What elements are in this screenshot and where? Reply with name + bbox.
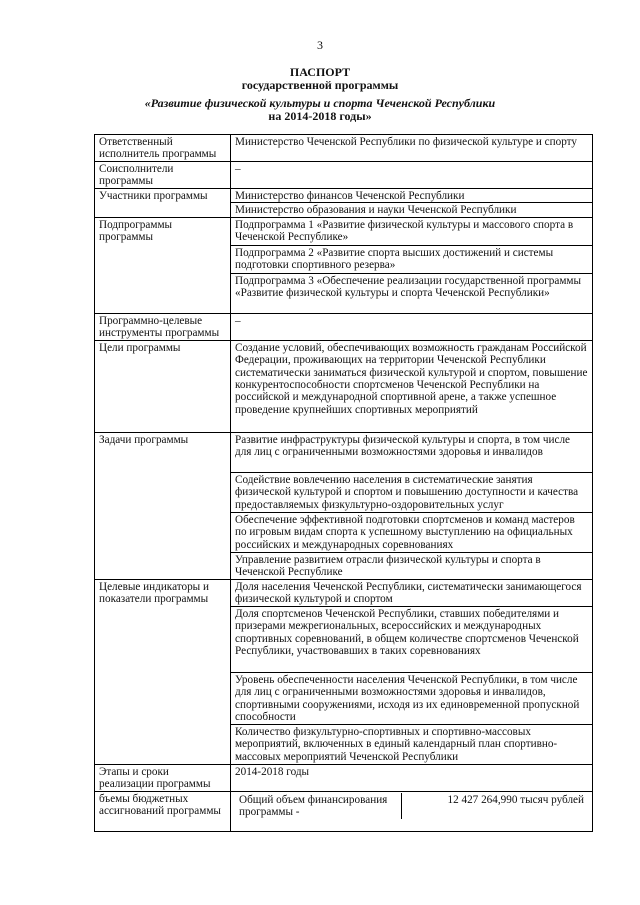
row-label: Ответственный исполнитель программы: [95, 135, 231, 162]
row-value: Уровень обеспеченности населения Чеченской Республики, в том числе для лиц с ограниченными возможностями здоровья и инвалидов, спортивными сооружениями, исходя из их единовременной пропускной способности: [231, 672, 593, 724]
row-value: Доля населения Чеченской Республики, систематически занимающегося физической культурой и спортом: [231, 579, 593, 606]
row-value: Министерство Чеченской Республики по физической культуре и спорту: [231, 135, 593, 162]
row-value: Содействие вовлечению населения в систематические занятия физической культурой и спортом и повышению доступности и качества предоставляемых физкультурно-оздоровительных услуг: [231, 472, 593, 512]
row-value: Управление развитием отрасли физической культуры и спорта в Чеченской Республике: [231, 552, 593, 579]
row-value: Министерство образования и науки Чеченской Республики: [231, 203, 593, 217]
row-label: Программно-целевые инструменты программы: [95, 313, 231, 340]
budget-cell: [231, 791, 593, 831]
row-label: Подпрограммы программы: [95, 217, 231, 313]
table-row: [95, 189, 593, 203]
row-value: Министерство финансов Чеченской Республики: [231, 189, 593, 203]
table-row: [95, 791, 593, 831]
row-value: Развитие инфраструктуры физической культуры и спорта, в том числе для лиц с ограниченными возможностями здоровья и инвалидов: [231, 432, 593, 472]
row-value: Подпрограмма 3 «Обеспечение реализации государственной программы «Развитие физической культуры и спорта Чеченской Республики»: [231, 273, 593, 313]
row-label: Целевые индикаторы и показатели программы: [95, 579, 231, 764]
row-label: Задачи программы: [95, 432, 231, 579]
doc-title: ПАСПОРТ: [289, 65, 351, 79]
row-label: Участники программы: [95, 189, 231, 218]
budget-value: 12 427 264,990 тысяч рублей: [447, 793, 584, 806]
row-value: –: [231, 162, 593, 189]
program-name: «Развитие физической культуры и спорта Чеченской Республики: [144, 96, 496, 110]
row-value: Создание условий, обеспечивающих возможность гражданам Российской Федерации, проживающих на территории Чеченской Республики систематически заниматься физической культурой и спортом, повышение конкурентоспособности спортсменов Чеченской Республики на российской и международной спортивной арене, а также успешное проведение крупнейших спортивных мероприятий: [231, 340, 593, 432]
table-row: [95, 764, 593, 791]
row-value: Подпрограмма 1 «Развитие физической культуры и массового спорта в Чеченской Республике»: [231, 217, 593, 245]
row-value: Количество физкультурно-спортивных и спортивно-массовых мероприятий, включенных в единый календарный план спортивно-массовых мероприятий Чеченской Республики: [231, 724, 593, 764]
table-row: [95, 217, 593, 245]
budget-sub-label: Общий объем финансирования программы -: [235, 793, 402, 819]
row-value: Доля спортсменов Чеченской Республики, ставших победителями и призерами межрегиональных, всероссийских и международных спортивных соревнований, в общем количестве спортсменов Чеченской Республики, участвовавших в таких соревнованиях: [231, 606, 593, 672]
row-label: Этапы и сроки реализации программы: [95, 764, 231, 791]
row-label: Цели программы: [95, 340, 231, 432]
row-value: Обеспечение эффективной подготовки спортсменов и команд мастеров по игровым видам спорта к успешному выступлению на официальных российских и международных соревнованиях: [231, 512, 593, 552]
row-label: Соисполнители программы: [95, 162, 231, 189]
row-value: 2014-2018 годы: [231, 764, 593, 791]
table-row: [95, 579, 593, 606]
table-row: [95, 340, 593, 432]
doc-subtitle: государственной программы: [241, 78, 399, 92]
table-row: [95, 162, 593, 189]
passport-table: [94, 134, 593, 832]
table-row: [95, 135, 593, 162]
row-value: Подпрограмма 2 «Развитие спорта высших достижений и системы подготовки спортивного резерва»: [231, 245, 593, 273]
row-value: –: [231, 313, 593, 340]
table-row: [95, 432, 593, 472]
table-row: [95, 313, 593, 340]
program-period: на 2014-2018 годы»: [268, 109, 372, 123]
page-number: 3: [317, 38, 323, 52]
row-label: бъемы бюджетных ассигнований программы: [95, 791, 231, 831]
